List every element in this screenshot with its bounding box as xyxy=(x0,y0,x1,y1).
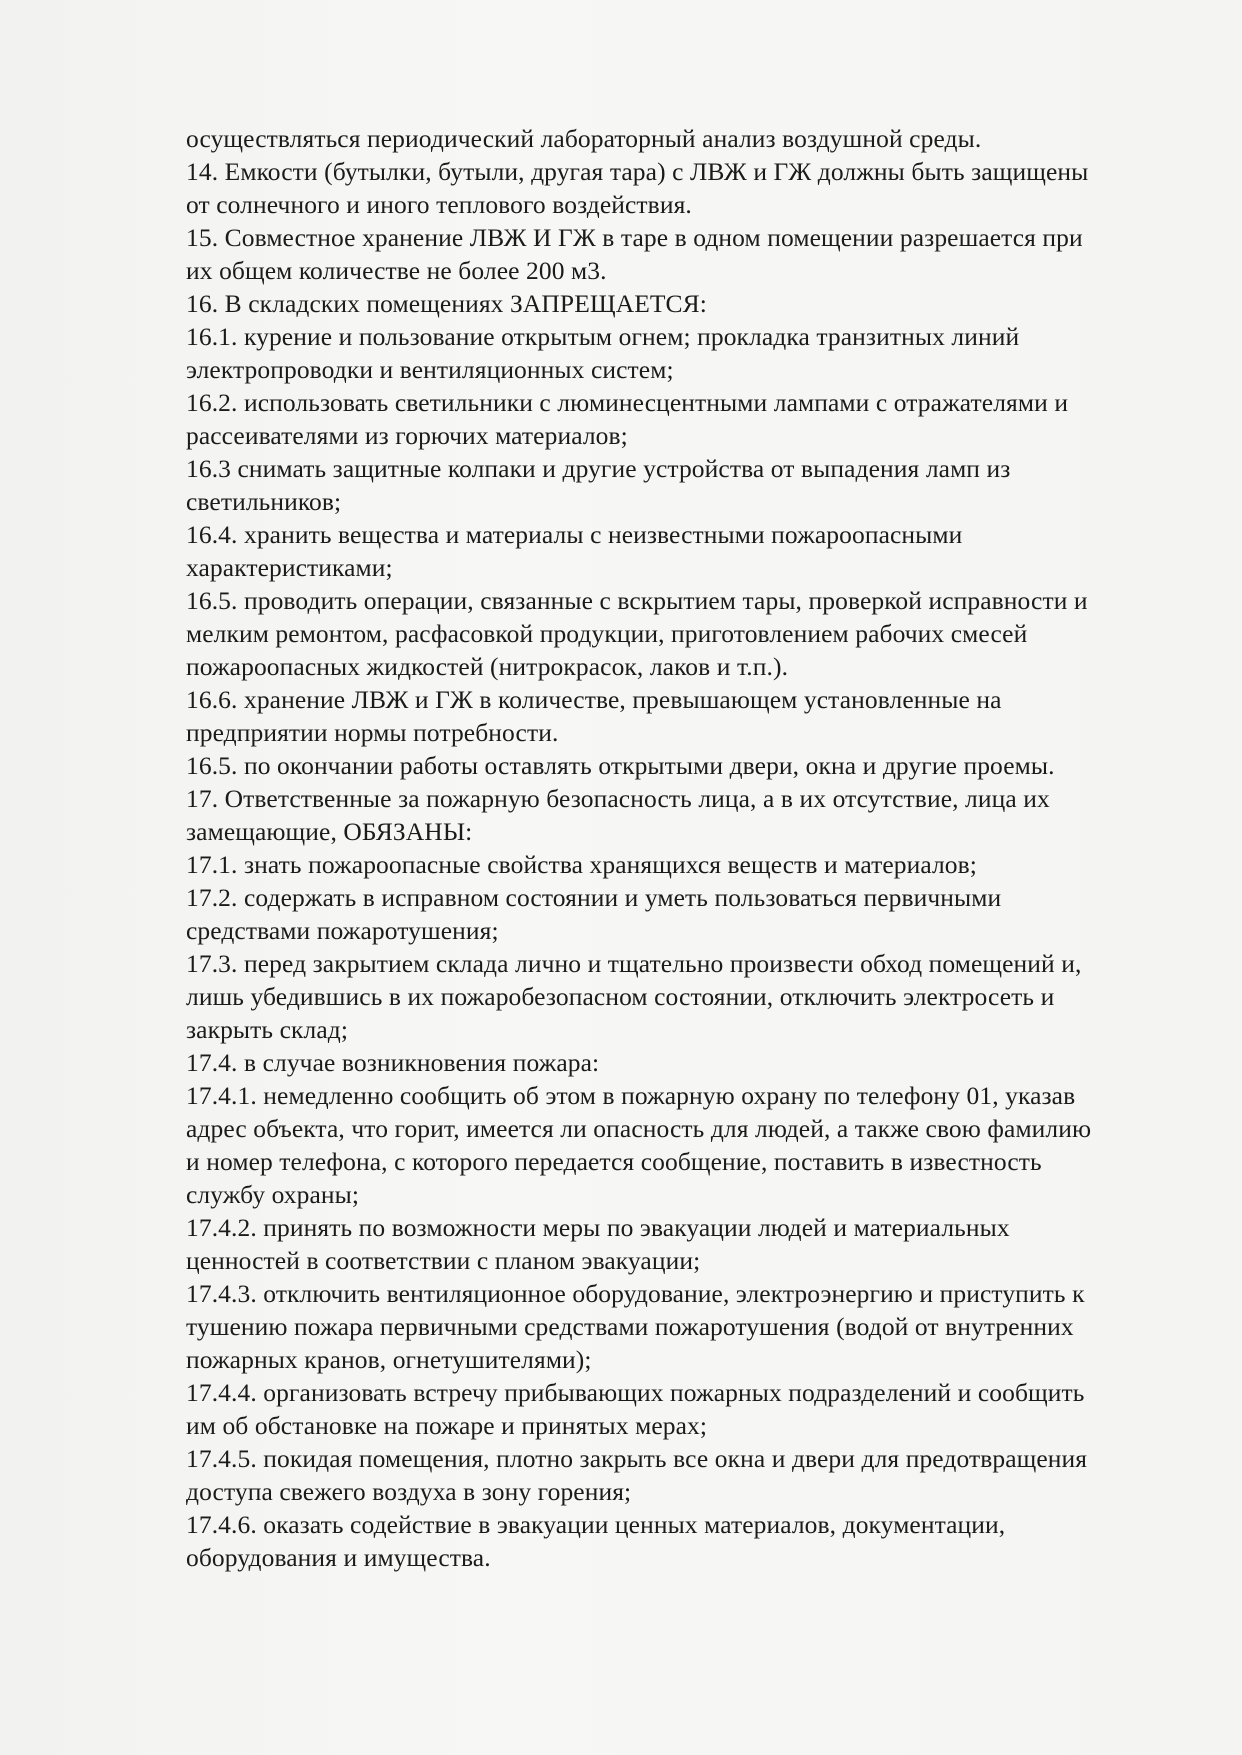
text-line: 17.4.4. организовать встречу прибывающих пожарных подразделений и сообщить xyxy=(186,1378,1085,1407)
text-line: 15. Совместное хранение ЛВЖ И ГЖ в таре в одном помещении разрешается при xyxy=(186,223,1083,252)
text-line: 17.4.1. немедленно сообщить об этом в пожарную охрану по телефону 01, указав xyxy=(186,1081,1076,1110)
text-line: 17.4. в случае возникновения пожара: xyxy=(186,1048,600,1077)
text-line: 16.2. использовать светильники с люминесцентными лампами с отражателями и xyxy=(186,388,1069,417)
text-line: 14. Емкости (бутылки, бутыли, другая тара) с ЛВЖ и ГЖ должны быть защищены xyxy=(186,157,1089,186)
text-line: 16.5. проводить операции, связанные с вскрытием тары, проверкой исправности и xyxy=(186,586,1088,615)
text-line: осуществляться периодический лабораторный анализ воздушной среды. xyxy=(186,124,982,153)
document-body xyxy=(186,122,1156,1574)
text-line: 16.5. по окончании работы оставлять открытыми двери, окна и другие проемы. xyxy=(186,751,1055,780)
text-line: их общем количестве не более 200 м3. xyxy=(186,256,607,285)
text-line: закрыть склад; xyxy=(186,1015,349,1044)
text-line: лишь убедившись в их пожаробезопасном состоянии, отключить электросеть и xyxy=(186,982,1055,1011)
text-line: светильников; xyxy=(186,487,342,516)
text-line: 17.3. перед закрытием склада лично и тщательно произвести обход помещений и, xyxy=(186,949,1082,978)
text-line: им об обстановке на пожаре и принятых мерах; xyxy=(186,1411,708,1440)
text-line: доступа свежего воздуха в зону горения; xyxy=(186,1477,632,1506)
text-line: оборудования и имущества. xyxy=(186,1543,491,1572)
text-line: предприятии нормы потребности. xyxy=(186,718,559,747)
text-line: 16.6. хранение ЛВЖ и ГЖ в количестве, превышающем установленные на xyxy=(186,685,1002,714)
text-line: 17.4.3. отключить вентиляционное оборудование, электроэнергию и приступить к xyxy=(186,1279,1085,1308)
text-line: пожароопасных жидкостей (нитрокрасок, лаков и т.п.). xyxy=(186,652,789,681)
text-line: 16.4. хранить вещества и материалы с неизвестными пожароопасными xyxy=(186,520,963,549)
text-line: 17.2. содержать в исправном состоянии и уметь пользоваться первичными xyxy=(186,883,1002,912)
text-line: рассеивателями из горючих материалов; xyxy=(186,421,628,450)
text-line: 17.4.2. принять по возможности меры по эвакуации людей и материальных xyxy=(186,1213,1010,1242)
text-line: ценностей в соответствии с планом эвакуации; xyxy=(186,1246,701,1275)
text-line: 17.4.5. покидая помещения, плотно закрыть все окна и двери для предотвращения xyxy=(186,1444,1088,1473)
text-line: средствами пожаротушения; xyxy=(186,916,499,945)
text-line: характеристиками; xyxy=(186,553,393,582)
text-line: 17. Ответственные за пожарную безопасность лица, а в их отсутствие, лица их xyxy=(186,784,1050,813)
text-line: 17.1. знать пожароопасные свойства хранящихся веществ и материалов; xyxy=(186,850,977,879)
text-line: службу охраны; xyxy=(186,1180,360,1209)
text-line: замещающие, ОБЯЗАНЫ: xyxy=(186,817,473,846)
text-line: мелким ремонтом, расфасовкой продукции, приготовлением рабочих смесей xyxy=(186,619,1028,648)
text-line: 16.3 снимать защитные колпаки и другие устройства от выпадения ламп из xyxy=(186,454,1011,483)
text-line: от солнечного и иного теплового воздействия. xyxy=(186,190,692,219)
text-line: 16.1. курение и пользование открытым огнем; прокладка транзитных линий xyxy=(186,322,1020,351)
text-line: тушению пожара первичными средствами пожаротушения (водой от внутренних xyxy=(186,1312,1074,1341)
text-line: электропроводки и вентиляционных систем; xyxy=(186,355,674,384)
text-line: 17.4.6. оказать содействие в эвакуации ценных материалов, документации, xyxy=(186,1510,1006,1539)
text-line: и номер телефона, с которого передается сообщение, поставить в известность xyxy=(186,1147,1042,1176)
text-line: адрес объекта, что горит, имеется ли опасность для людей, а также свою фамилию xyxy=(186,1114,1092,1143)
text-line: 16. В складских помещениях ЗАПРЕЩАЕТСЯ: xyxy=(186,289,707,318)
text-line: пожарных кранов, огнетушителями); xyxy=(186,1345,592,1374)
